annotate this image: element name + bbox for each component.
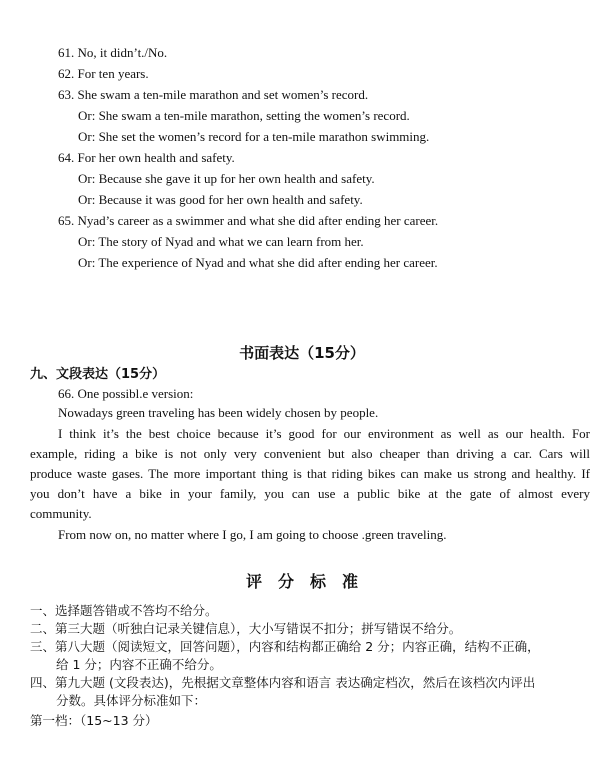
writing-title: 书面表达（15分）: [239, 344, 365, 362]
essay-intro: Nowadays green traveling has been widely chosen by people.: [58, 405, 379, 420]
section-heading: 九、文段表达（15分）: [30, 367, 166, 382]
rule-2: 二、第三大题（听独白记录关键信息），大小写错误不扣分；拼写错误不给分。: [30, 621, 462, 636]
tier-1: 第一档：（15~13 分）: [30, 713, 158, 728]
answer-61: 61. No, it didn’t./No.: [58, 45, 168, 60]
answer-65-alt-1: Or: The story of Nyad and what we can learn from her.: [78, 234, 364, 249]
answer-64-alt-1: Or: Because she gave it up for her own health and safety.: [78, 171, 375, 186]
rule-1: 一、选择题答错或不答均不给分。: [30, 603, 218, 618]
rule-3-cont: 给 1 分；内容不正确不给分。: [56, 657, 222, 672]
essay-line-5: community.: [30, 506, 92, 521]
rule-3: 三、第八大题（阅读短文，回答问题），内容和结构都正确给 2 分；内容正确，结构不正确，: [30, 639, 540, 654]
answer-65-alt-2: Or: The experience of Nyad and what she did after ending her career.: [78, 255, 438, 270]
answer-64-alt-2: Or: Because it was good for her own health and safety.: [78, 192, 363, 207]
essay-line-4: you don’t have a bike in your family, you can use a public bike at the gate of almost every: [30, 486, 590, 501]
answer-62: 62. For ten years.: [58, 66, 149, 81]
answer-63-alt-1: Or: She swam a ten-mile marathon, setting the women’s record.: [78, 108, 410, 123]
scoring-title: 评 分 标 准: [245, 572, 358, 591]
essay-line-1: I think it’s the best choice because it’s good for our environment as well as our health. For: [58, 426, 590, 441]
essay-line-3: produce waste gases. The more important thing is that riding bikes can make us strong and healthy. If: [30, 466, 590, 481]
answer-63-alt-2: Or: She set the women’s record for a ten-mile marathon swimming.: [78, 129, 430, 144]
answer-65: 65. Nyad’s career as a swimmer and what she did after ending her career.: [58, 213, 439, 228]
answer-63: 63. She swam a ten-mile marathon and set women’s record.: [58, 87, 369, 102]
rule-4-cont: 分数。具体评分标准如下：: [56, 693, 207, 708]
essay-closing: From now on, no matter where I go, I am going to choose .green traveling.: [58, 527, 447, 542]
answer-64: 64. For her own health and safety.: [58, 150, 235, 165]
rule-4: 四、第九大题 (文段表达)，先根据文章整体内容和语言 表达确定档次，然后在该档次内评出: [30, 675, 536, 690]
essay-line-2: example, riding a bike is not only very convenient but also cheaper than driving a car. Cars will: [30, 446, 590, 461]
version-label: 66. One possibl.e version:: [58, 386, 194, 401]
